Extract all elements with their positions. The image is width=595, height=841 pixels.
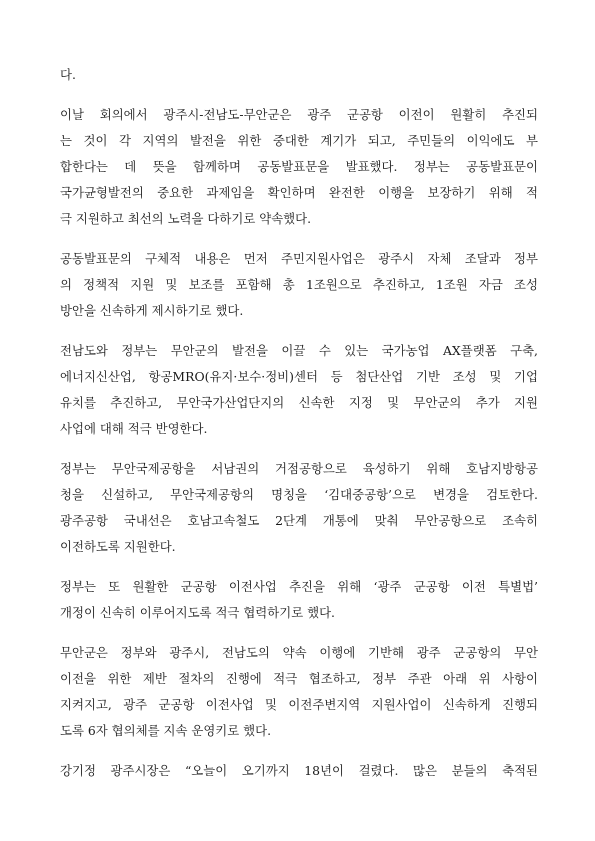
text-line: 극 지원하고 최선의 노력을 다하기로 약속했다. [60, 211, 312, 226]
text-line: 유치를 추진하고, 무안국가산업단지의 신속한 지정 및 무안군의 추가 지원 [60, 395, 538, 410]
text-line: 이날 회의에서 광주시-전남도-무안군은 광주 군공항 이전이 원활히 추진되 [60, 107, 538, 122]
paragraph-6 [60, 574, 538, 626]
paragraph-4 [60, 338, 538, 442]
text-line: 광주공항 국내선은 호남고속철도 2단계 개통에 맞춰 무안공항으로 조속히 [60, 513, 538, 528]
text-line: 전남도와 정부는 무안군의 발전을 이끌 수 있는 국가농업 AX플랫폼 구축, [60, 343, 538, 358]
document-body [60, 62, 538, 798]
text-line: 에너지신산업, 항공MRO(유지·보수·정비)센터 등 첨단산업 기반 조성 및 기업 [60, 369, 538, 384]
text-line: 방안을 신속하게 제시하기로 했다. [60, 303, 244, 318]
text-line: 국가균형발전의 중요한 과제임을 확인하며 완전한 이행을 보장하기 위해 적 [60, 185, 538, 200]
text-line: 공동발표문의 구체적 내용은 먼저 주민지원사업은 광주시 자체 조달과 정부 [60, 251, 538, 266]
text-line: 의 정책적 지원 및 보조를 포함해 총 1조원으로 추진하고, 1조원 자금 조성 [60, 277, 538, 292]
paragraph-1 [60, 62, 538, 88]
text-line: 는 것이 각 지역의 발전을 위한 중대한 계기가 되고, 주민들의 이익에도 부 [60, 133, 538, 148]
text-line: 다. [60, 67, 76, 82]
text-line: 사업에 대해 적극 반영한다. [60, 421, 208, 436]
paragraph-2 [60, 102, 538, 232]
text-line: 도록 6자 협의체를 지속 운영키로 했다. [60, 723, 272, 738]
text-line: 정부는 무안국제공항을 서남권의 거점공항으로 육성하기 위해 호남지방항공 [60, 461, 538, 476]
paragraph-3 [60, 246, 538, 324]
text-line: 합한다는 데 뜻을 함께하며 공동발표문을 발표했다. 정부는 공동발표문이 [60, 159, 538, 174]
paragraph-5 [60, 456, 538, 560]
paragraph-8 [60, 758, 538, 784]
text-line: 개정이 신속히 이루어지도록 적극 협력하기로 했다. [60, 605, 335, 620]
text-line: 이전을 위한 제반 절차의 진행에 적극 협조하고, 정부 주관 아래 위 사항이 [60, 671, 538, 686]
text-line: 지켜지고, 광주 군공항 이전사업 및 이전주변지역 지원사업이 신속하게 진행되 [60, 697, 538, 712]
text-line: 무안군은 정부와 광주시, 전남도의 약속 이행에 기반해 광주 군공항의 무안 [60, 645, 538, 660]
text-line: 정부는 또 원활한 군공항 이전사업 추진을 위해 ‘광주 군공항 이전 특별법’ [60, 579, 538, 594]
paragraph-7 [60, 640, 538, 744]
text-line: 강기정 광주시장은 “오늘이 오기까지 18년이 걸렸다. 많은 분들의 축적된 [60, 763, 538, 778]
text-line: 청을 신설하고, 무안국제공항의 명칭을 ‘김대중공항’으로 변경을 검토한다. [60, 487, 538, 502]
text-line: 이전하도록 지원한다. [60, 539, 176, 554]
